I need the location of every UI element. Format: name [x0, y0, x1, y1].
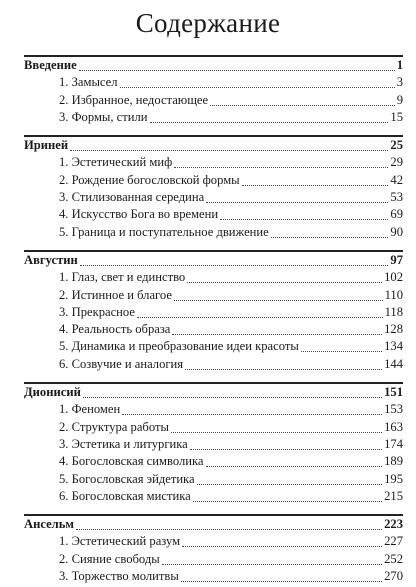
toc-entry[interactable]	[24, 338, 403, 355]
toc-entry[interactable]	[24, 92, 403, 109]
toc-entry-label: 6. Богословская мистика	[59, 488, 191, 503]
dot-leader	[185, 359, 382, 370]
toc-entry-page-number: 69	[390, 207, 403, 222]
dot-leader	[210, 95, 395, 106]
toc-entry-label: 4. Искусство Бога во времени	[59, 207, 219, 222]
dot-leader	[122, 404, 382, 415]
toc-entry-page-number: 110	[384, 287, 403, 302]
toc-section	[24, 241, 403, 373]
section-heading[interactable]	[24, 252, 403, 269]
toc-entry-label: 1. Эстетический разум	[59, 534, 181, 549]
toc-entry[interactable]	[24, 453, 403, 470]
dot-leader	[193, 491, 382, 502]
toc-entry-page-number: 102	[384, 270, 403, 285]
toc-entry-page-number: 227	[384, 534, 403, 549]
section-heading[interactable]	[24, 137, 403, 154]
toc-entry-label: 4. Богословская символика	[59, 454, 204, 469]
toc-entry[interactable]	[24, 321, 403, 338]
toc-entry-label: 6. Созвучие и аналогия	[59, 356, 184, 371]
toc-entry-page-number: 3	[396, 75, 403, 90]
toc-entry-page-number: 9	[396, 92, 403, 107]
dot-leader	[137, 307, 383, 318]
toc-entry[interactable]	[24, 471, 403, 488]
toc-entry-page-number: 189	[384, 454, 403, 469]
dot-leader	[190, 439, 382, 450]
toc-entry[interactable]	[24, 551, 403, 568]
toc-entry-page-number: 42	[390, 172, 403, 187]
toc-entry-label: 2. Сияние свободы	[59, 551, 160, 566]
dot-leader	[206, 456, 383, 467]
dot-leader	[220, 209, 388, 220]
toc-entry-page-number: 29	[390, 155, 403, 170]
toc-entry-page-number: 270	[384, 569, 403, 584]
section-heading-label: Введение	[24, 58, 77, 72]
toc-entry-label: 3. Формы, стили	[59, 109, 148, 124]
dot-leader	[187, 272, 382, 283]
toc-entry[interactable]	[24, 436, 403, 453]
section-heading-label: Августин	[24, 252, 78, 267]
toc-entry[interactable]	[24, 224, 403, 241]
toc-entry-page-number: 118	[384, 304, 403, 319]
section-heading-label: Ансельм	[24, 517, 74, 532]
toc-entry-label: 2. Структура работы	[59, 419, 169, 434]
dot-leader	[174, 157, 388, 168]
section-heading-label: Ириней	[24, 138, 69, 153]
toc-entry[interactable]	[24, 154, 403, 171]
toc-entry-label: 2. Истинное и благое	[59, 287, 172, 302]
toc-entry-page-number: 163	[384, 419, 403, 434]
dot-leader	[197, 474, 383, 485]
toc-entry[interactable]	[24, 488, 403, 505]
toc-entry-label: 5. Богословская эйдетика	[59, 471, 195, 486]
toc-entry[interactable]	[24, 419, 403, 436]
toc-entry[interactable]	[24, 356, 403, 373]
toc-entry-label: 2. Избранное, недостающее	[59, 92, 209, 107]
toc-entry-label: 1. Феномен	[59, 402, 121, 417]
page-title: Содержание	[135, 8, 281, 38]
dot-leader	[174, 290, 383, 301]
toc-entry[interactable]	[24, 568, 403, 585]
dot-leader	[181, 571, 382, 582]
toc-entry-page-number: 252	[384, 551, 403, 566]
toc-entry-page-number: 144	[384, 356, 403, 371]
section-heading-page-number: 97	[390, 252, 403, 267]
section-gap	[24, 241, 403, 250]
section-heading-page-number: 223	[384, 517, 403, 532]
toc-section	[24, 126, 403, 241]
toc-entry-page-number: 153	[384, 402, 403, 417]
toc-entry-label: 1. Эстетический миф	[59, 155, 173, 170]
section-heading-page-number: 1	[396, 58, 403, 72]
dot-leader	[70, 140, 388, 151]
dot-leader	[182, 536, 382, 547]
toc-entry-page-number: 174	[384, 436, 403, 451]
table-of-contents	[24, 55, 403, 585]
dot-leader	[242, 175, 389, 186]
toc-entry-label: 1. Замысел	[59, 75, 118, 90]
dot-leader	[172, 324, 382, 335]
toc-entry-label: 3. Прекрасное	[59, 304, 135, 319]
toc-entry-label: 3. Стилизованная середина	[59, 190, 205, 205]
toc-entry-page-number: 134	[384, 339, 403, 354]
section-heading[interactable]	[24, 516, 403, 533]
section-gap	[24, 126, 403, 135]
dot-leader	[120, 77, 395, 88]
section-heading-page-number: 25	[390, 138, 403, 153]
toc-entry[interactable]	[24, 401, 403, 418]
toc-entry-page-number: 53	[390, 190, 403, 205]
toc-entry-label: 3. Торжество молитвы	[59, 569, 179, 584]
dot-leader	[83, 387, 382, 398]
toc-entry[interactable]	[24, 533, 403, 550]
section-gap	[24, 505, 403, 514]
toc-entry[interactable]	[24, 304, 403, 321]
toc-entry-page-number: 215	[384, 488, 403, 503]
toc-entry[interactable]	[24, 206, 403, 223]
dot-leader	[150, 112, 389, 123]
toc-entry[interactable]	[24, 287, 403, 304]
dot-leader	[80, 255, 389, 266]
section-heading-page-number: 151	[384, 385, 403, 400]
toc-section	[24, 373, 403, 505]
toc-entry-label: 5. Граница и поступательное движение	[59, 224, 269, 239]
toc-entry-label: 1. Глаз, свет и единство	[59, 270, 186, 285]
section-heading[interactable]	[24, 57, 403, 74]
dot-leader	[301, 341, 382, 352]
toc-entry-page-number: 15	[390, 109, 403, 124]
toc-entry[interactable]	[24, 74, 403, 91]
toc-entry-label: 2. Рождение богословской формы	[59, 172, 240, 187]
dot-leader	[271, 227, 389, 238]
toc-section	[24, 505, 403, 585]
section-heading[interactable]	[24, 384, 403, 401]
toc-entry-page-number: 90	[390, 224, 403, 239]
section-heading-label: Дионисий	[24, 385, 81, 400]
dot-leader	[162, 554, 382, 565]
toc-entry-page-number: 195	[384, 471, 403, 486]
dot-leader	[79, 60, 395, 71]
toc-entry[interactable]	[24, 189, 403, 206]
dot-leader	[76, 519, 382, 530]
toc-entry[interactable]	[24, 109, 403, 126]
toc-entry[interactable]	[24, 269, 403, 286]
section-gap	[24, 373, 403, 382]
toc-entry-label: 5. Динамика и преобразование идеи красоты	[59, 339, 299, 354]
toc-section	[24, 55, 403, 126]
toc-entry[interactable]	[24, 172, 403, 189]
toc-entry-page-number: 128	[384, 322, 403, 337]
dot-leader	[206, 192, 388, 203]
toc-entry-label: 3. Эстетика и литургика	[59, 436, 188, 451]
dot-leader	[171, 422, 382, 433]
toc-entry-label: 4. Реальность образа	[59, 322, 171, 337]
